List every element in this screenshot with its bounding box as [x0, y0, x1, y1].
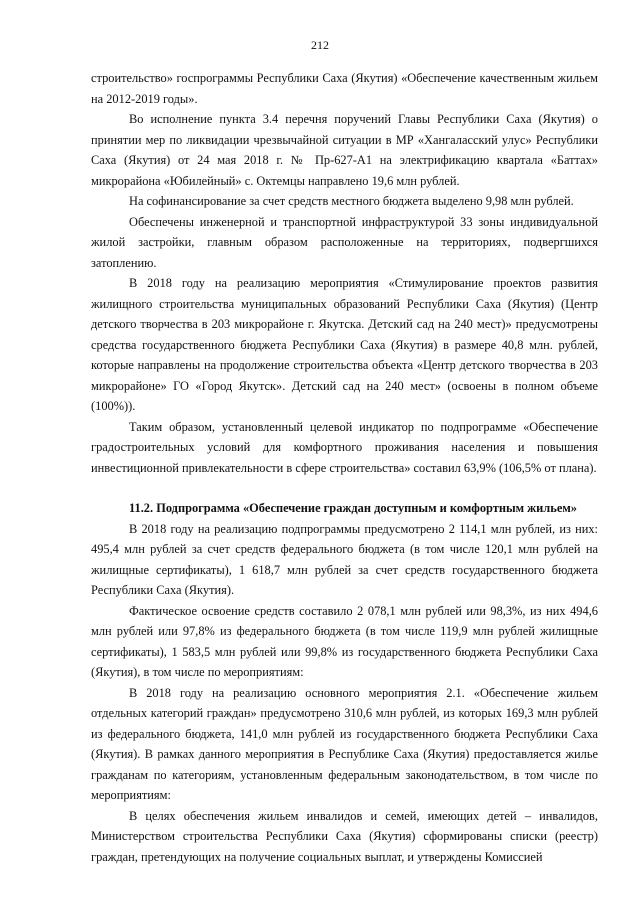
section-heading: 11.2. Подпрограмма «Обеспечение граждан доступным и комфортным жильем»	[129, 501, 577, 515]
paragraph-1: строительство» госпрограммы Республики Саха (Якутия) «Обеспечение качественным жильем на 2012-2019 годы».	[91, 71, 598, 106]
document-body	[91, 68, 598, 867]
paragraph-9: В 2018 году на реализацию основного мероприятия 2.1. «Обеспечение жильем отдельных категорий граждан» предусмотрено 310,6 млн рублей, из которых 169,3 млн рублей из федерального бюджета, 141,0 млн рублей из государственного бюджета Республики Саха (Якутия). В рамках данного мероприятия в Республике Саха (Якутия) предоставляется жилье гражданам по категориям, установленным федеральным законодательством, в том числе по мероприятиям:	[91, 685, 598, 802]
paragraph-3: На софинансирование за счет средств местного бюджета выделено 9,98 млн рублей.	[129, 194, 574, 208]
paragraph-4: Обеспечены инженерной и транспортной инфраструктурой 33 зоны индивидуальной жилой застройки, главным образом расположенные на территориях, подвергшихся затоплению.	[91, 214, 598, 270]
page-number: 212	[311, 38, 329, 52]
paragraph-6: Таким образом, установленный целевой индикатор по подпрограмме «Обеспечение градостроительных условий для комфортного проживания населения и повышения инвестиционной привлекательности в сфере строительства» составил 63,9% (106,5% от плана).	[91, 419, 598, 475]
paragraph-5: В 2018 году на реализацию мероприятия «Стимулирование проектов развития жилищного строительства муниципальных образований Республики Саха (Якутия) (Центр детского творчества в 203 микрорайоне г. Якутска. Детский сад на 240 мест)» предусмотрены средства государственного бюджета Республики Саха (Якутия) в размере 40,8 млн. рублей, которые направлены на продолжение строительства объекта «Центр детского творчества в 203 микрорайоне» ГО «Город Якутск». Детский сад на 240 мест» (освоены в полном объеме (100%)).	[91, 276, 598, 413]
paragraph-2: Во исполнение пункта 3.4 перечня поручений Главы Республики Саха (Якутия) о принятии мер по ликвидации чрезвычайной ситуации в МР «Хангаласский улус» Республики Саха (Якутия) от 24 мая 2018 г. № Пр-627-А1 на электрификацию квартала «Баттах» микрорайона «Юбилейный» с. Октемцы направлено 19,6 млн рублей.	[91, 112, 598, 188]
paragraph-7: В 2018 году на реализацию подпрограммы предусмотрено 2 114,1 млн рублей, из них: 495,4 млн рублей за счет средств федерального бюджета (в том числе 120,1 млн рублей на жилищные сертификаты), 1 618,7 млн рублей за счет средств государственного бюджета Республики Саха (Якутия).	[91, 521, 598, 597]
paragraph-8: Фактическое освоение средств составило 2 078,1 млн рублей или 98,3%, из них 494,6 млн рублей или 97,8% из федерального бюджета (в том числе 119,9 млн рублей жилищные сертификаты), 1 583,5 млн рублей или 99,8% из государственного бюджета Республики Саха (Якутия), в том числе по мероприятиям:	[91, 603, 598, 679]
paragraph-10: В целях обеспечения жильем инвалидов и семей, имеющих детей – инвалидов, Министерством строительства Республики Саха (Якутия) сформированы списки (реестр) граждан, претендующих на получение социальных выплат, и утверждены Комиссией	[91, 808, 598, 864]
